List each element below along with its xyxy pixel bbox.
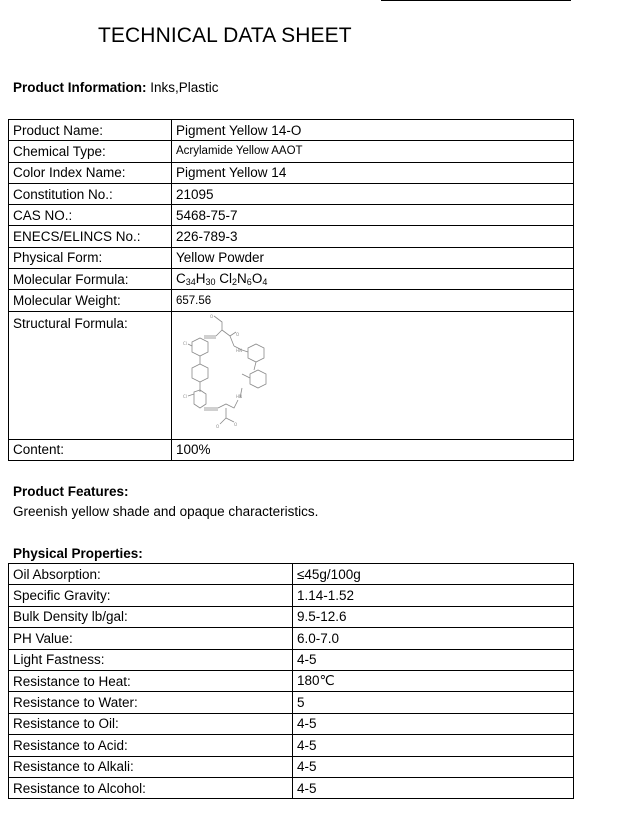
- header-rule: [381, 0, 571, 1]
- property-value: 9.5-12.6: [293, 606, 574, 627]
- formula-element: N: [237, 271, 247, 287]
- info-value: Pigment Yellow 14: [172, 162, 574, 183]
- info-value: 21095: [172, 183, 574, 204]
- property-value: 180℃: [293, 670, 574, 691]
- property-label: Resistance to Alcohol:: [9, 777, 293, 798]
- property-value: 4-5: [293, 713, 574, 734]
- property-label: Resistance to Water:: [9, 692, 293, 713]
- molecular-weight-value: 657.56: [172, 290, 574, 311]
- property-label: Oil Absorption:: [9, 564, 293, 585]
- info-label: Product Name:: [9, 120, 172, 141]
- info-value: 226-789-3: [172, 226, 574, 247]
- table-row: [9, 713, 574, 734]
- atom-label: HN: [236, 393, 242, 399]
- info-label: CAS NO.:: [9, 205, 172, 226]
- info-value: Yellow Powder: [172, 247, 574, 268]
- atom-label: HN: [236, 347, 242, 353]
- formula-element: O: [251, 271, 263, 287]
- formula-element: Cl: [215, 271, 233, 287]
- table-row: [9, 649, 574, 670]
- formula-subscript: 6: [246, 277, 252, 288]
- molecular-formula-value: [172, 269, 574, 290]
- table-row: [9, 439, 574, 460]
- table-row: [9, 692, 574, 713]
- table-row: [9, 162, 574, 183]
- info-label: Physical Form:: [9, 247, 172, 268]
- product-information-label: Product Information:: [13, 80, 147, 95]
- product-info-table: [8, 119, 574, 461]
- info-value: Pigment Yellow 14-O: [172, 120, 574, 141]
- info-value: Acrylamide Yellow AAOT: [172, 141, 574, 162]
- table-row: [9, 756, 574, 777]
- molecule-diagram: [176, 312, 296, 436]
- physical-properties-table: [8, 563, 574, 799]
- structural-formula-label: Structural Formula:: [9, 311, 172, 439]
- table-row: [9, 606, 574, 627]
- content-value: 100%: [172, 439, 574, 460]
- property-value: 4-5: [293, 777, 574, 798]
- table-row: [9, 290, 574, 311]
- property-value: ≤45g/100g: [293, 564, 574, 585]
- table-row: [9, 226, 574, 247]
- content-label: Content:: [9, 439, 172, 460]
- property-label: Resistance to Acid:: [9, 735, 293, 756]
- property-value: 4-5: [293, 649, 574, 670]
- atom-label: O: [236, 331, 240, 337]
- table-row: [9, 777, 574, 798]
- structural-formula-cell: [172, 311, 574, 439]
- property-label: Bulk Density lb/gal:: [9, 606, 293, 627]
- info-label: ENECS/ELINCS No.:: [9, 226, 172, 247]
- formula-subscript: 4: [262, 277, 268, 288]
- table-row: [9, 670, 574, 691]
- formula-subscript: 34: [185, 277, 196, 288]
- atom-label: Cl: [183, 393, 187, 399]
- product-information: [13, 80, 219, 95]
- property-label: Resistance to Alkali:: [9, 756, 293, 777]
- property-value: 6.0-7.0: [293, 628, 574, 649]
- property-label: Resistance to Oil:: [9, 713, 293, 734]
- property-value: 4-5: [293, 735, 574, 756]
- property-value: 1.14-1.52: [293, 585, 574, 606]
- physical-properties-title: Physical Properties:: [13, 546, 143, 561]
- atom-label: O: [210, 313, 214, 319]
- table-row: [9, 141, 574, 162]
- info-label: Constitution No.:: [9, 183, 172, 204]
- features-text: Greenish yellow shade and opaque characteristics.: [13, 504, 319, 519]
- formula-subscript: 2: [232, 277, 238, 288]
- molecular-formula-label: Molecular Formula:: [9, 269, 172, 290]
- info-label: Chemical Type:: [9, 141, 172, 162]
- product-information-value: Inks,Plastic: [146, 80, 219, 95]
- info-label: Color Index Name:: [9, 162, 172, 183]
- info-value: 5468-75-7: [172, 205, 574, 226]
- atom-label: Cl: [183, 340, 187, 346]
- table-row: [9, 120, 574, 141]
- page-title: TECHNICAL DATA SHEET: [98, 24, 352, 47]
- formula-element: H: [195, 271, 206, 287]
- property-label: Light Fastness:: [9, 649, 293, 670]
- features-title: Product Features:: [13, 484, 129, 499]
- table-row: [9, 735, 574, 756]
- property-label: PH Value:: [9, 628, 293, 649]
- table-row: [9, 311, 574, 439]
- table-row: [9, 585, 574, 606]
- property-value: 4-5: [293, 756, 574, 777]
- table-row: [9, 183, 574, 204]
- table-row: [9, 269, 574, 290]
- property-label: Specific Gravity:: [9, 585, 293, 606]
- table-row: [9, 247, 574, 268]
- property-value: 5: [293, 692, 574, 713]
- molecular-weight-label: Molecular Weight:: [9, 290, 172, 311]
- table-row: [9, 628, 574, 649]
- structural-formula-image: [176, 312, 296, 432]
- table-row: [9, 564, 574, 585]
- formula-subscript: 30: [205, 277, 216, 288]
- property-label: Resistance to Heat:: [9, 670, 293, 691]
- table-row: [9, 205, 574, 226]
- atom-label: O: [234, 421, 238, 427]
- atom-label: O: [216, 423, 220, 429]
- formula-element: C: [176, 271, 186, 287]
